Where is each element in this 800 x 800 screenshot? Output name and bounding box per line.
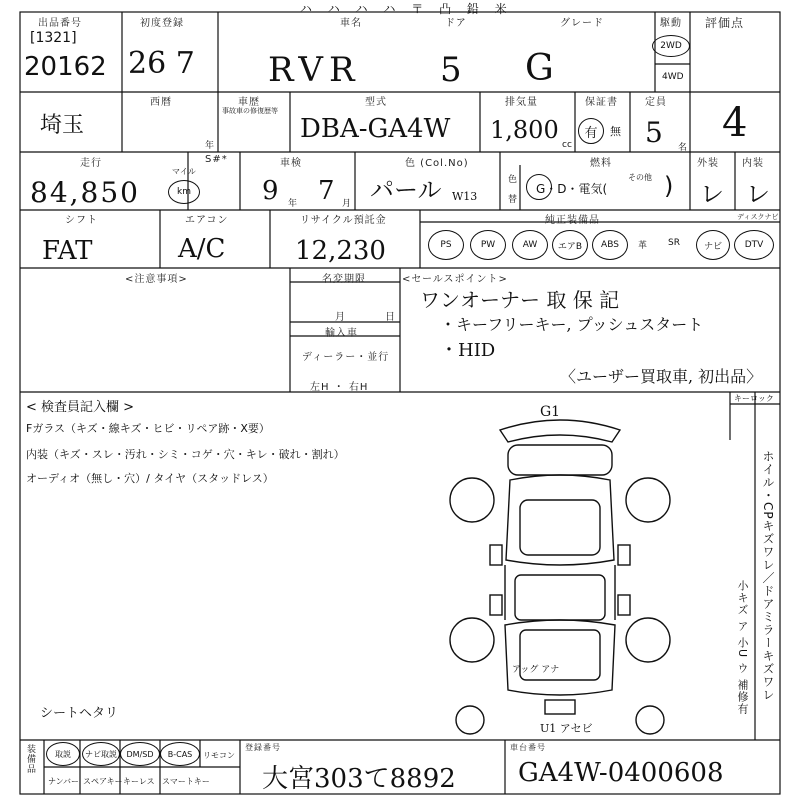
label-drive: 駆動	[660, 18, 682, 29]
footer-remote: リモコン	[203, 751, 235, 760]
equip-aw: AW	[512, 230, 548, 260]
year-unit: 年	[205, 141, 215, 151]
footer-bcas: B-CAS	[160, 742, 200, 766]
interior-value: レ	[746, 180, 770, 208]
label-dealer: ディーラー・並行	[302, 352, 390, 363]
capacity-unit: 名	[678, 143, 688, 153]
inspector-line1: Fガラス（キズ・線キズ・ヒビ・リペア跡・X要）	[26, 422, 270, 435]
label-door: ドア	[445, 18, 467, 29]
label-handle: 左H ・ 右H	[310, 382, 369, 393]
equip-navi: ナビ	[696, 230, 730, 260]
inspection-month-unit: 月	[342, 199, 352, 209]
reg-no-value: 大宮303て8892	[262, 764, 456, 794]
drive-4wd: 4WD	[662, 72, 684, 82]
color-value: パール	[370, 176, 442, 204]
footer-keyless: キーレス	[123, 777, 155, 786]
inspection-year: 9	[262, 176, 279, 206]
recycle-value: 12,230	[295, 236, 386, 266]
label-recycle: リサイクル預託金	[300, 215, 387, 226]
mile-label: マイル	[172, 167, 196, 176]
shift-value: FAT	[42, 236, 93, 266]
label-sales-points: <セールスポイント>	[402, 274, 508, 285]
fuel-close: )	[664, 172, 674, 200]
inspection-month: 7	[318, 176, 335, 206]
label-venue: 出品番号	[38, 18, 82, 29]
score-value: 4	[722, 100, 748, 146]
equipment-list	[424, 228, 780, 264]
region-value: 埼玉	[40, 113, 85, 138]
label-title-deadline: 名変期限	[322, 274, 366, 285]
sales-line4: 〈ユーザー買取車, 初出品〉	[560, 367, 763, 386]
sales-line1: ワンオーナー 取 保 記	[420, 288, 620, 312]
fuel-label-color: 色	[508, 175, 518, 185]
warranty-no: 無	[610, 125, 621, 138]
drive-2wd-circled: 2WD	[652, 35, 690, 57]
label-grade: グレード	[560, 18, 604, 29]
label-first-reg: 初度登録	[140, 18, 184, 29]
sales-line3: ・HID	[440, 340, 496, 361]
label-inspection: 車検	[280, 158, 302, 169]
exterior-value: レ	[700, 180, 724, 208]
label-history: 車歴	[238, 97, 260, 108]
label-car-name: 車名	[340, 18, 362, 29]
footer-spare-key: スペアキー	[83, 777, 123, 786]
label-reg-no: 登録番号	[245, 743, 281, 752]
grade-value: G	[525, 48, 554, 89]
label-day: 日	[385, 312, 396, 323]
fuel-other: その他	[628, 173, 652, 182]
equip-sr: SR	[668, 238, 680, 248]
inspector-side-text: ホイル・CPキズワレ／ドアミラーキズワレ	[761, 450, 775, 702]
label-era: 西暦	[150, 97, 172, 108]
equip-abs: ABS	[592, 230, 628, 260]
label-month: 月	[335, 312, 346, 323]
footer-smart-key: スマートキー	[162, 777, 210, 786]
model-value: DBA-GA4W	[300, 114, 451, 144]
label-fuel: 燃料	[590, 158, 612, 169]
chassis-value: GA4W-0400608	[518, 758, 724, 788]
inspector-line2: 内装（キズ・スレ・汚れ・シミ・コゲ・穴・キレ・破れ・割れ）	[26, 448, 345, 461]
label-interior: 内装	[742, 158, 764, 169]
seat-note: シートヘタリ	[40, 706, 119, 721]
key-lock-label: キーロック	[734, 394, 774, 403]
label-equipment: 純正装備品	[545, 215, 600, 226]
lot-number: 20162	[24, 52, 107, 82]
label-aircon: エアコン	[185, 215, 229, 226]
doors-value: 5	[440, 50, 462, 90]
label-displacement: 排気量	[505, 97, 538, 108]
color-number: W13	[452, 190, 478, 203]
inspector-line3: オーディオ（無し・穴）/ タイヤ（スタッドレス）	[26, 472, 274, 485]
footer-equip-label: 装備品	[25, 744, 35, 774]
inspector-heading: < 検査員記入欄 >	[26, 400, 135, 415]
label-notes: <注意事項>	[125, 274, 188, 285]
footer-navi-manual: ナビ取説	[82, 742, 120, 766]
label-exterior: 外装	[697, 158, 719, 169]
lot-code: [1321]	[30, 30, 77, 46]
footer-dm-sd: DM/SD	[120, 742, 160, 766]
inspection-year-unit: 年	[288, 199, 298, 209]
car-name-value: RVR	[268, 50, 361, 90]
car-mark-bottom: U1 アセビ	[540, 722, 593, 735]
label-import-car: 輸入車	[325, 328, 358, 339]
car-mark-mid: アッグ アナ	[512, 665, 560, 675]
first-reg-value: 26 7	[128, 46, 195, 81]
mileage-unit-circled: km	[168, 180, 200, 204]
label-score: 評価点	[705, 16, 745, 30]
fuel-options: G・D・電気(	[536, 182, 608, 196]
displacement-unit: cc	[562, 140, 572, 150]
fuel-label-change: 替	[508, 195, 518, 205]
sales-line2: ・キーフリーキー, プッシュスタート	[440, 315, 704, 334]
equip-airbag: エアB	[552, 230, 588, 260]
car-diagram	[450, 420, 670, 734]
mileage-value: 84,850	[30, 176, 140, 209]
label-capacity: 定員	[645, 97, 667, 108]
label-disc-tag: ディスクナビ	[737, 213, 779, 221]
label-s-hash: S#*	[205, 154, 228, 165]
aircon-value: A/C	[178, 234, 226, 264]
label-model: 型式	[365, 97, 387, 108]
equip-dtv: DTV	[734, 230, 774, 260]
footer-number: ナンバー	[48, 777, 80, 786]
warranty-yes-circled: 有	[578, 118, 604, 144]
footer-manual: 取説	[46, 742, 80, 766]
label-shift: シフト	[65, 215, 98, 226]
capacity-value: 5	[645, 116, 663, 149]
sheet-title: ハ ハ ハ ハ 〒 凸 鉛 米	[300, 2, 513, 16]
car-mark-top: G1	[540, 404, 561, 420]
inspector-side-small: 小キズ ア 小U ウ 補修有	[736, 580, 749, 716]
label-warranty: 保証書	[585, 97, 618, 108]
label-color: 色 (Col.No)	[405, 158, 469, 169]
equip-leather: 革	[638, 241, 648, 251]
label-mileage: 走行	[80, 158, 102, 169]
displacement-value: 1,800	[490, 116, 559, 144]
label-history-sub: 事故車の修復歴等	[222, 107, 278, 115]
equip-ps: PS	[428, 230, 464, 260]
label-chassis: 車台番号	[510, 743, 546, 752]
equip-pw: PW	[470, 230, 506, 260]
